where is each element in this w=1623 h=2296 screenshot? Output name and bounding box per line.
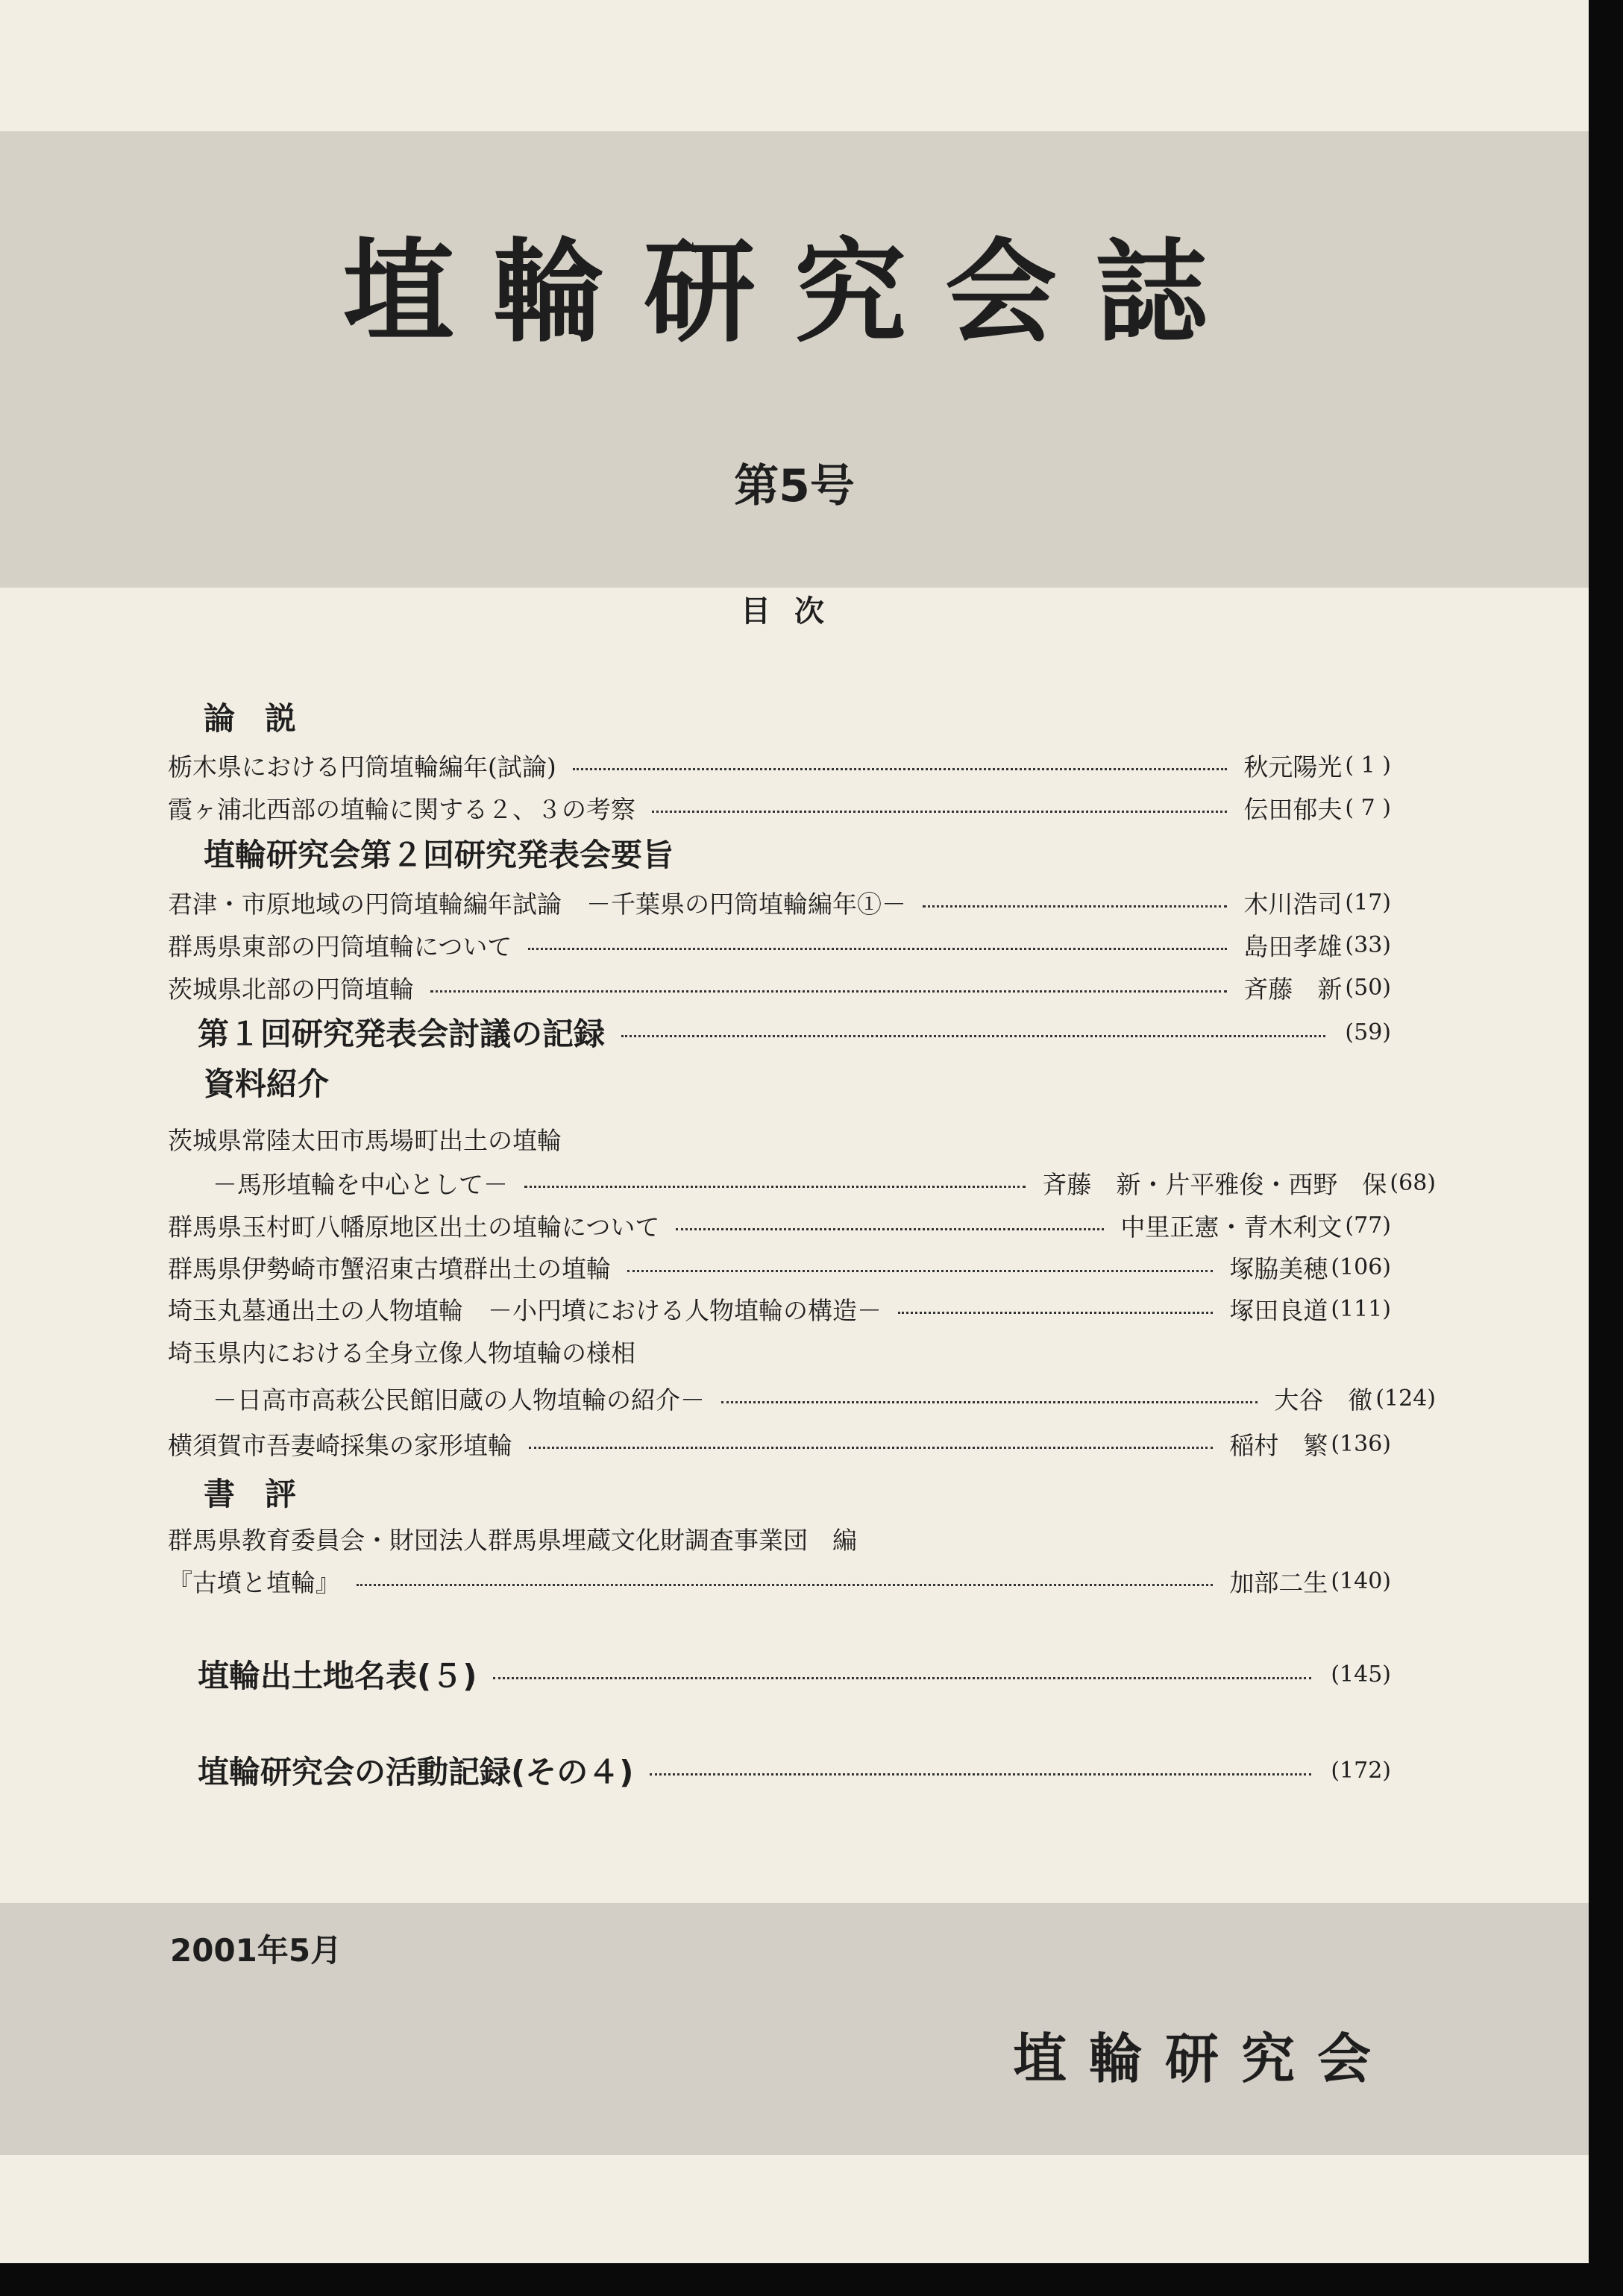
entry-title: 『古墳と埴輪』 xyxy=(168,1567,340,1597)
entry-page: (106) xyxy=(1331,1254,1391,1280)
entry-title: 茨城県北部の円筒埴輪 xyxy=(168,974,414,1004)
toc-entry xyxy=(168,1561,1391,1600)
section-heading-yoshi: 埴輪研究会第２回研究発表会要旨 xyxy=(204,837,674,873)
toc-entry xyxy=(168,746,1391,784)
entry-title: 埴輪研究会の活動記録(その４) xyxy=(198,1754,634,1790)
toc-entry xyxy=(168,1289,1391,1328)
section-heading-shiryo: 資料紹介 xyxy=(204,1066,330,1102)
entry-author: 伝田郁夫 xyxy=(1243,794,1343,824)
entry-title: 群馬県玉村町八幡原地区出土の埴輪について xyxy=(168,1212,660,1242)
dot-leader xyxy=(721,1401,1258,1403)
entry-title: 栃木県における円筒埴輪編年(試論) xyxy=(168,752,556,781)
toc-entry xyxy=(168,1379,1436,1418)
entry-title: －馬形埴輪を中心として－ xyxy=(213,1169,508,1199)
toc-entry xyxy=(168,1119,1391,1158)
publication-date: 2001年5月 xyxy=(170,1932,342,1969)
entry-title: 横須賀市吾妻崎採集の家形埴輪 xyxy=(168,1430,512,1460)
issue-number: 第5号 xyxy=(734,460,855,512)
entry-author: 秋元陽光 xyxy=(1243,752,1343,781)
entry-title: 第１回研究発表会討議の記録 xyxy=(198,1016,606,1052)
entry-page: (68) xyxy=(1390,1169,1436,1196)
entry-author: 斉藤 新・片平雅俊・西野 保 xyxy=(1042,1169,1387,1199)
section-heading-shohyo: 書評 xyxy=(204,1476,327,1512)
dot-leader xyxy=(923,905,1227,908)
dot-leader xyxy=(573,768,1228,770)
entry-title: 群馬県東部の円筒埴輪について xyxy=(168,931,512,961)
entry-author: 斉藤 新 xyxy=(1243,974,1343,1004)
toc-entry-bold xyxy=(198,1013,1391,1051)
toc-entry xyxy=(168,1424,1391,1463)
entry-author: 島田孝雄 xyxy=(1243,931,1343,961)
entry-author: 中里正憲・青木利文 xyxy=(1120,1212,1343,1242)
entry-title: 群馬県教育委員会・財団法人群馬県埋蔵文化財調査事業団 編 xyxy=(168,1525,857,1555)
dot-leader xyxy=(493,1677,1311,1679)
entry-page: (33) xyxy=(1345,931,1391,958)
toc-entry xyxy=(168,925,1391,964)
toc-entry xyxy=(168,1248,1391,1286)
entry-author: 大谷 徹 xyxy=(1274,1385,1373,1415)
title-band xyxy=(0,131,1589,588)
toc-entry xyxy=(168,883,1391,922)
dot-leader xyxy=(652,811,1227,813)
entry-page: (136) xyxy=(1331,1430,1391,1457)
dot-leader xyxy=(650,1773,1311,1776)
toc-entry xyxy=(168,1206,1391,1245)
section-heading-ronsetsu: 論説 xyxy=(204,700,327,737)
entry-page: (17) xyxy=(1345,889,1391,916)
entry-page: (111) xyxy=(1331,1295,1391,1322)
toc-entry xyxy=(168,1519,1391,1558)
toc-entry xyxy=(168,1163,1436,1202)
entry-title: 群馬県伊勢崎市蟹沼東古墳群出土の埴輪 xyxy=(168,1254,611,1283)
entry-page: (140) xyxy=(1331,1567,1391,1594)
dot-leader xyxy=(524,1186,1026,1188)
entry-author: 稲村 繁 xyxy=(1229,1430,1328,1460)
entry-title: 霞ヶ浦北西部の埴輪に関する２、３の考察 xyxy=(168,794,635,824)
toc-entry-bold xyxy=(198,1655,1391,1693)
toc-entry xyxy=(168,788,1391,827)
entry-page: (172) xyxy=(1331,1757,1391,1784)
entry-author: 塚田良道 xyxy=(1229,1295,1328,1325)
entry-page: (124) xyxy=(1375,1385,1436,1412)
entry-title: 埼玉丸墓通出土の人物埴輪 －小円墳における人物埴輪の構造－ xyxy=(168,1295,882,1325)
entry-author: 木川浩司 xyxy=(1243,889,1343,919)
dot-leader xyxy=(676,1228,1104,1230)
entry-page: ( 7 ) xyxy=(1345,794,1391,821)
entry-author: 塚脇美穂 xyxy=(1229,1254,1328,1283)
publisher-name: 埴輪研究会 xyxy=(1013,2027,1394,2090)
dot-leader xyxy=(529,1447,1213,1449)
entry-page: (145) xyxy=(1331,1661,1391,1688)
dot-leader xyxy=(357,1584,1213,1586)
entry-author: 加部二生 xyxy=(1229,1567,1328,1597)
dot-leader xyxy=(898,1312,1213,1314)
entry-title: 埴輪出土地名表(５) xyxy=(198,1658,477,1694)
entry-title: 茨城県常陸太田市馬場町出土の埴輪 xyxy=(168,1125,562,1155)
toc-heading: 目次 xyxy=(741,594,848,629)
dot-leader xyxy=(621,1035,1325,1037)
entry-page: (50) xyxy=(1345,974,1391,1001)
entry-title: 埼玉県内における全身立像人物埴輪の様相 xyxy=(168,1338,635,1368)
toc-entry-bold xyxy=(198,1751,1391,1790)
toc-entry xyxy=(168,1332,1391,1371)
toc-entry xyxy=(168,968,1391,1007)
entry-page: (59) xyxy=(1345,1019,1391,1045)
dot-leader xyxy=(528,948,1227,950)
entry-page: ( 1 ) xyxy=(1345,752,1391,779)
entry-title: －日高市高萩公民館旧蔵の人物埴輪の紹介－ xyxy=(213,1385,705,1415)
dot-leader xyxy=(430,990,1227,993)
journal-title: 埴輪研究会誌 xyxy=(342,228,1246,358)
entry-page: (77) xyxy=(1345,1212,1391,1239)
dot-leader xyxy=(627,1270,1213,1272)
entry-title: 君津・市原地域の円筒埴輪編年試論 －千葉県の円筒埴輪編年①－ xyxy=(168,889,906,919)
